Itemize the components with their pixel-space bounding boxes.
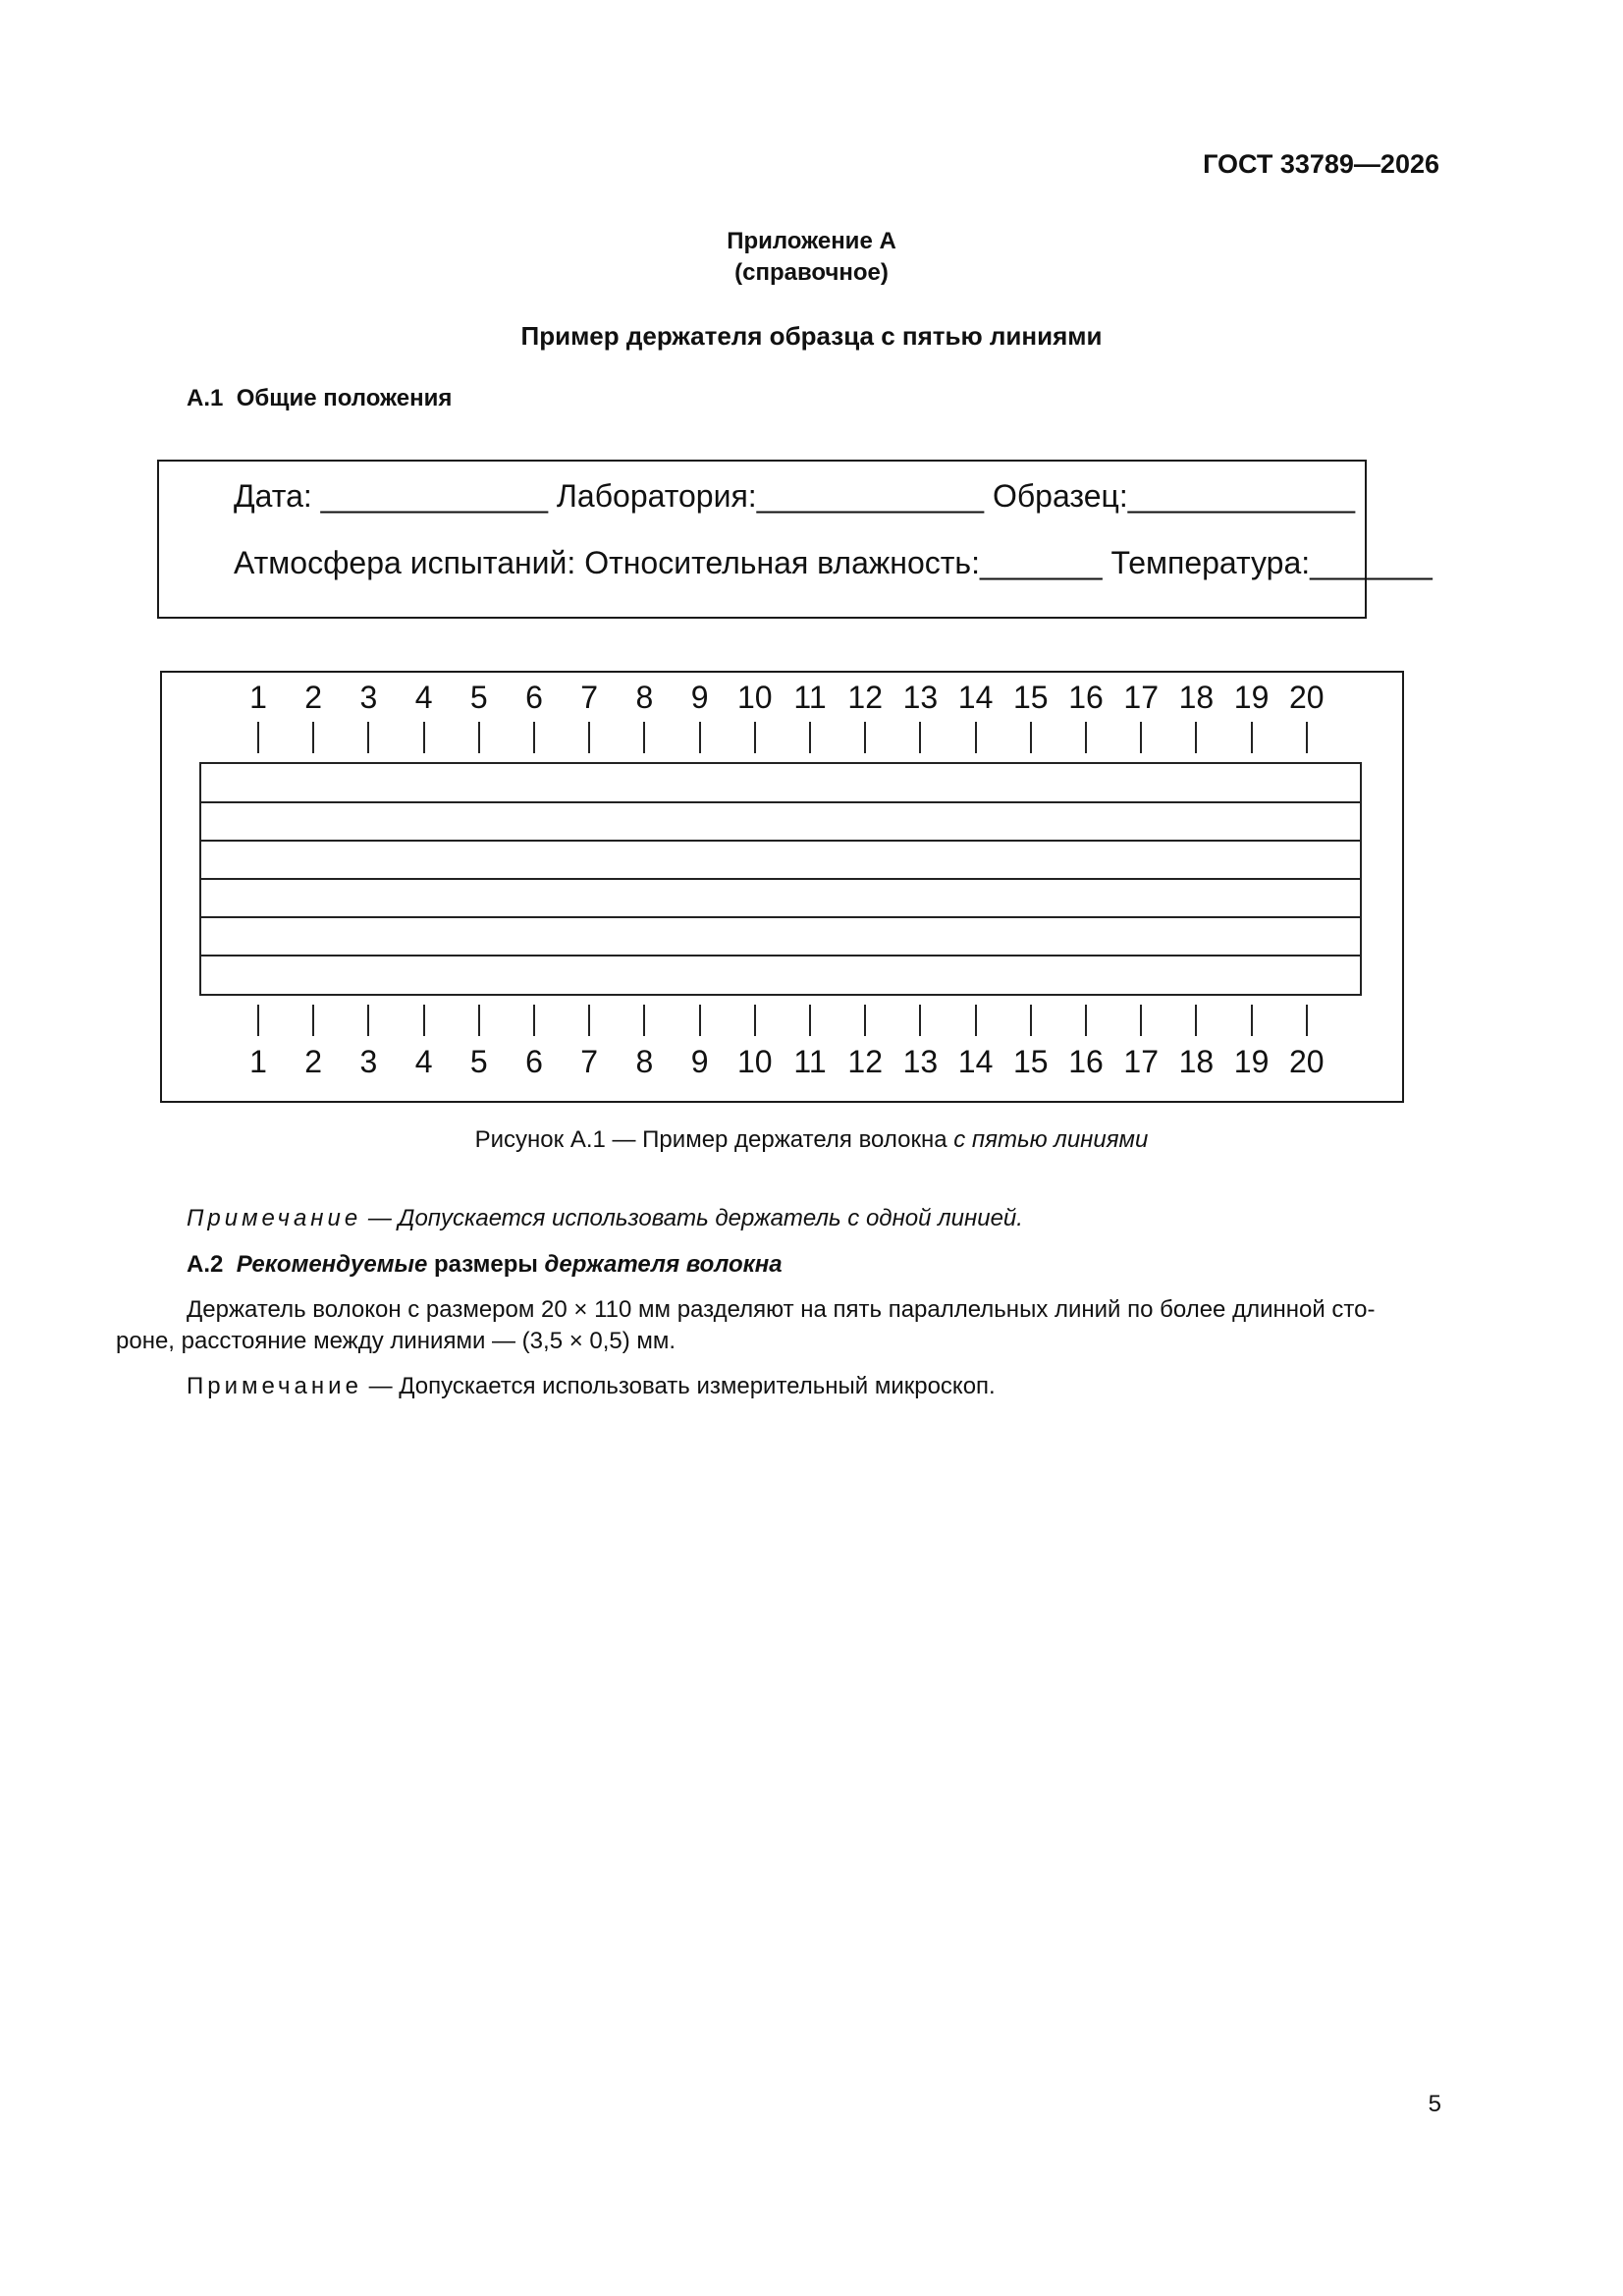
top-tick-1: [257, 722, 259, 753]
top-tick-5: [478, 722, 480, 753]
top-tick-16: [1085, 722, 1087, 753]
top-tick-4: [423, 722, 425, 753]
top-tick-12: [864, 722, 866, 753]
top-tick-9: [699, 722, 701, 753]
bottom-tick-16: [1085, 1005, 1087, 1036]
holder-line-1: [201, 801, 1360, 803]
caption-italic-text: с пятью линиями: [953, 1126, 1149, 1153]
top-tick-17: [1140, 722, 1142, 753]
top-number-2: 2: [304, 680, 323, 715]
top-number-13: 13: [902, 680, 939, 715]
top-number-16: 16: [1068, 680, 1104, 715]
top-number-6: 6: [525, 680, 543, 715]
holder-lines-rect: [199, 762, 1362, 996]
note-1-label: Примечание: [187, 1205, 362, 1231]
top-number-17: 17: [1123, 680, 1159, 715]
section-1-number: А.1: [187, 385, 224, 411]
note-1: [187, 1205, 1023, 1232]
top-tick-13: [919, 722, 921, 753]
annex-subtitle: (справочное): [734, 259, 889, 286]
top-tick-10: [754, 722, 756, 753]
top-number-8: 8: [635, 680, 654, 715]
bottom-number-16: 16: [1068, 1044, 1104, 1079]
bottom-tick-6: [533, 1005, 535, 1036]
bottom-tick-10: [754, 1005, 756, 1036]
body-text-line-2: роне, расстояние между линиями — (3,5 × 0,5) мм.: [116, 1328, 676, 1354]
section-2-number: А.2: [187, 1251, 224, 1278]
top-tick-2: [312, 722, 314, 753]
bottom-tick-14: [975, 1005, 977, 1036]
bottom-number-14: 14: [957, 1044, 994, 1079]
page-number: 5: [1428, 2091, 1441, 2117]
bottom-number-7: 7: [580, 1044, 599, 1079]
form-line-date-lab-sample: Дата: _____________ Лаборатория:_____________ Образец:_____________: [234, 478, 1356, 514]
top-number-3: 3: [359, 680, 378, 715]
bottom-tick-8: [643, 1005, 645, 1036]
bottom-tick-19: [1251, 1005, 1253, 1036]
standard-number: ГОСТ 33789—2026: [1203, 149, 1439, 179]
top-tick-14: [975, 722, 977, 753]
bottom-tick-17: [1140, 1005, 1142, 1036]
bottom-number-18: 18: [1178, 1044, 1215, 1079]
top-number-19: 19: [1233, 680, 1270, 715]
bottom-number-2: 2: [304, 1044, 323, 1079]
bottom-tick-5: [478, 1005, 480, 1036]
bottom-number-12: 12: [847, 1044, 883, 1079]
fiber-holder-figure: [160, 671, 1404, 1103]
note-2-text: — Допускается использовать измерительный микроскоп.: [361, 1373, 996, 1399]
bottom-tick-13: [919, 1005, 921, 1036]
bottom-number-8: 8: [635, 1044, 654, 1079]
top-tick-6: [533, 722, 535, 753]
bottom-number-1: 1: [249, 1044, 267, 1079]
bottom-tick-9: [699, 1005, 701, 1036]
section-2-title-part-2: размеры: [427, 1251, 545, 1278]
top-tick-8: [643, 722, 645, 753]
top-number-9: 9: [690, 680, 709, 715]
bottom-number-11: 11: [793, 1044, 827, 1079]
holder-line-5: [201, 955, 1360, 957]
note-1-text: — Допускается использовать держатель с одной линией.: [361, 1205, 1023, 1231]
top-number-18: 18: [1178, 680, 1215, 715]
top-number-5: 5: [469, 680, 488, 715]
top-number-12: 12: [847, 680, 883, 715]
bottom-number-9: 9: [690, 1044, 709, 1079]
body-text-line-1: Держатель волокон с размером 20 × 110 мм разделяют на пять параллельных линий по более длинной сто-: [187, 1296, 1376, 1323]
holder-line-3: [201, 878, 1360, 880]
bottom-tick-4: [423, 1005, 425, 1036]
note-2: [187, 1373, 996, 1400]
section-2-title-part-1: Рекомендуемые: [236, 1251, 428, 1278]
section-1-heading: [187, 385, 452, 412]
bottom-number-13: 13: [902, 1044, 939, 1079]
bottom-tick-3: [367, 1005, 369, 1036]
annex-title: Приложение А: [727, 228, 896, 254]
bottom-number-15: 15: [1013, 1044, 1049, 1079]
bottom-number-19: 19: [1233, 1044, 1270, 1079]
top-tick-7: [588, 722, 590, 753]
top-number-20: 20: [1289, 680, 1325, 715]
figure-caption: [0, 1126, 1623, 1154]
bottom-number-5: 5: [469, 1044, 488, 1079]
bottom-number-10: 10: [737, 1044, 773, 1079]
top-number-7: 7: [580, 680, 599, 715]
form-line-atmosphere: Атмосфера испытаний: Относительная влажность:_______ Температура:_______: [234, 545, 1433, 580]
top-number-11: 11: [793, 680, 827, 715]
top-number-14: 14: [957, 680, 994, 715]
bottom-tick-7: [588, 1005, 590, 1036]
bottom-tick-20: [1306, 1005, 1308, 1036]
bottom-tick-1: [257, 1005, 259, 1036]
bottom-number-17: 17: [1123, 1044, 1159, 1079]
bottom-tick-11: [809, 1005, 811, 1036]
top-number-15: 15: [1013, 680, 1049, 715]
top-tick-3: [367, 722, 369, 753]
bottom-number-4: 4: [414, 1044, 433, 1079]
top-tick-19: [1251, 722, 1253, 753]
bottom-tick-15: [1030, 1005, 1032, 1036]
bottom-number-3: 3: [359, 1044, 378, 1079]
top-tick-11: [809, 722, 811, 753]
holder-line-4: [201, 916, 1360, 918]
top-number-10: 10: [737, 680, 773, 715]
bottom-tick-2: [312, 1005, 314, 1036]
annex-heading: Пример держателя образца с пятью линиями: [520, 321, 1103, 351]
note-2-label: Примечание: [187, 1373, 362, 1399]
top-tick-15: [1030, 722, 1032, 753]
caption-text: Рисунок А.1 — Пример держателя волокна: [474, 1126, 954, 1153]
bottom-number-6: 6: [525, 1044, 543, 1079]
sample-form-box: [157, 460, 1433, 619]
top-tick-20: [1306, 722, 1308, 753]
section-1-title: Общие положения: [236, 385, 453, 411]
section-2-title-part-3: держателя волокна: [544, 1251, 783, 1278]
bottom-tick-18: [1195, 1005, 1197, 1036]
bottom-number-20: 20: [1289, 1044, 1325, 1079]
bottom-tick-12: [864, 1005, 866, 1036]
holder-line-2: [201, 840, 1360, 842]
top-number-4: 4: [414, 680, 433, 715]
top-tick-18: [1195, 722, 1197, 753]
section-2-heading: [187, 1251, 783, 1279]
top-number-1: 1: [249, 680, 267, 715]
